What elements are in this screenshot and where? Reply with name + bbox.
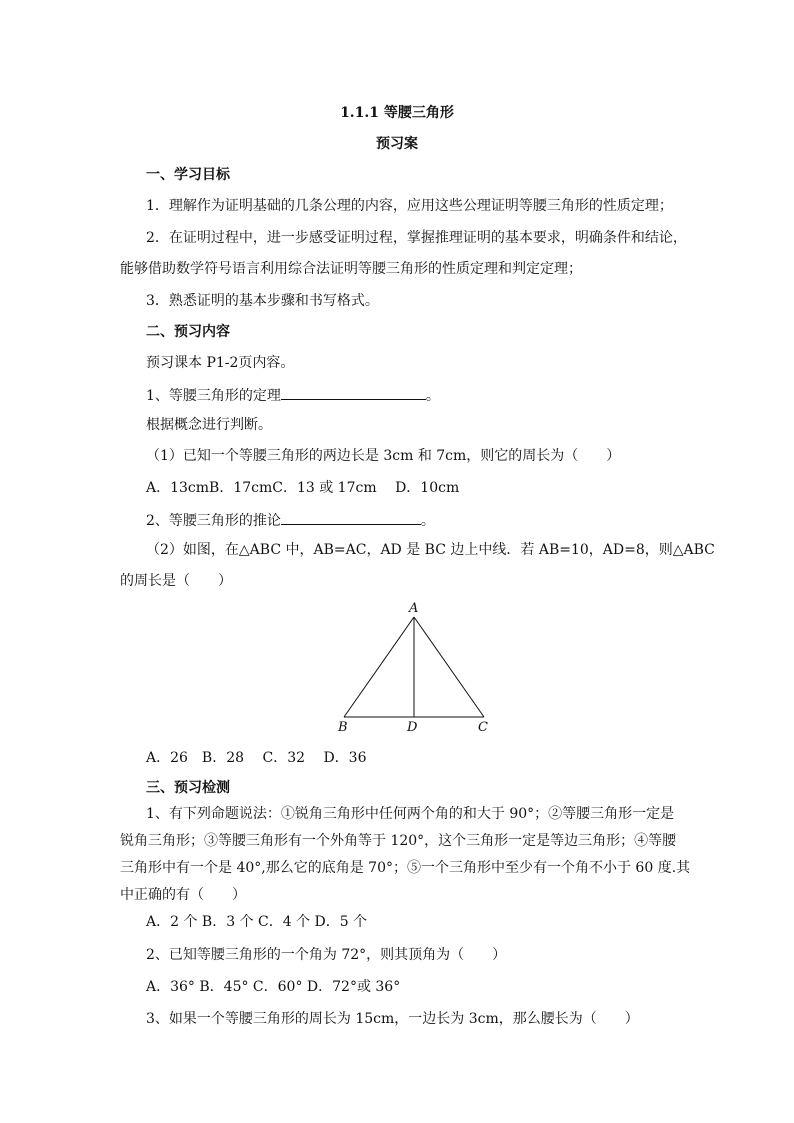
vertex-label-b: B — [338, 720, 348, 735]
check-problem-1-line2: 锐角三角形；③等腰三角形有一个外角等于 120°，这个三角形一定是等边三角形；④等腰 — [120, 833, 677, 849]
objective-item: 能够借助数学符号语言利用综合法证明等腰三角形的性质定理和判定定理； — [120, 261, 582, 277]
corollary-label: 2、等腰三角形的推论 — [146, 513, 281, 529]
objective-item: 3．熟悉证明的基本步骤和书写格式。 — [146, 293, 379, 309]
check-problem-3: 3、如果一个等腰三角形的周长为 15cm，一边长为 3cm，那么腰长为（ ） — [146, 1011, 639, 1027]
corollary-end: 。 — [420, 513, 435, 529]
triangle-abc-figure — [330, 597, 500, 737]
theorem-end: 。 — [425, 388, 440, 404]
vertex-label-c: C — [478, 720, 488, 735]
theorem-label: 1、等腰三角形的定理 — [146, 388, 281, 404]
side-ab — [344, 617, 414, 717]
check-problem-1-line4: 中正确的有（ ） — [120, 887, 246, 903]
theorem-fill-line — [146, 385, 440, 405]
theorem-answer-blank[interactable] — [281, 385, 426, 400]
check-problem-2-options: A．36° B．45° C．60° D．72°或 36° — [146, 979, 401, 995]
question-2-line1: （2）如图，在△ABC 中，AB=AC，AD 是 BC 边上中线．若 AB=10，AD=8，则△ABC — [146, 542, 715, 558]
objective-item: 2．在证明过程中，进一步感受证明过程，掌握推理证明的基本要求，明确条件和结论， — [146, 230, 687, 246]
section-heading-content: 二、预习内容 — [146, 324, 230, 340]
side-ac — [414, 617, 484, 717]
question-2-line2: 的周长是（ ） — [120, 573, 232, 589]
document-subtitle: 预习案 — [376, 136, 418, 152]
section-heading-check: 三、预习检测 — [146, 780, 230, 796]
objective-item: 1．理解作为证明基础的几条公理的内容，应用这些公理证明等腰三角形的性质定理； — [146, 198, 673, 214]
check-problem-2: 2、已知等腰三角形的一个角为 72°，则其顶角为（ ） — [146, 947, 507, 963]
document-title: 1.1.1 等腰三角形 — [340, 105, 454, 121]
content-intro: 预习课本 P1-2页内容。 — [146, 355, 295, 371]
check-problem-1-options: A．2 个 B．3 个 C．4 个 D．5 个 — [146, 914, 368, 930]
check-problem-1-line1: 1、有下列命题说法：①锐角三角形中任何两个角的和大于 90°；②等腰三角形一定是 — [146, 806, 675, 822]
corollary-fill-line — [146, 510, 435, 530]
question-1-options: A．13cmB．17cmC．13 或 17cm D．10cm — [146, 480, 460, 496]
corollary-answer-blank[interactable] — [281, 510, 421, 525]
point-label-d: D — [407, 720, 418, 735]
section-heading-objectives: 一、学习目标 — [146, 167, 230, 183]
judge-instruction: 根据概念进行判断。 — [146, 417, 272, 433]
question-1: （1）已知一个等腰三角形的两边长是 3cm 和 7cm，则它的周长为（ ） — [146, 448, 621, 464]
check-problem-1-line3: 三角形中有一个是 40°,那么它的底角是 70°；⑤一个三角形中至少有一个角不小于 60 度.其 — [120, 860, 691, 876]
vertex-label-a: A — [409, 601, 419, 616]
question-2-options: A．26 B．28 C．32 D．36 — [146, 750, 367, 766]
